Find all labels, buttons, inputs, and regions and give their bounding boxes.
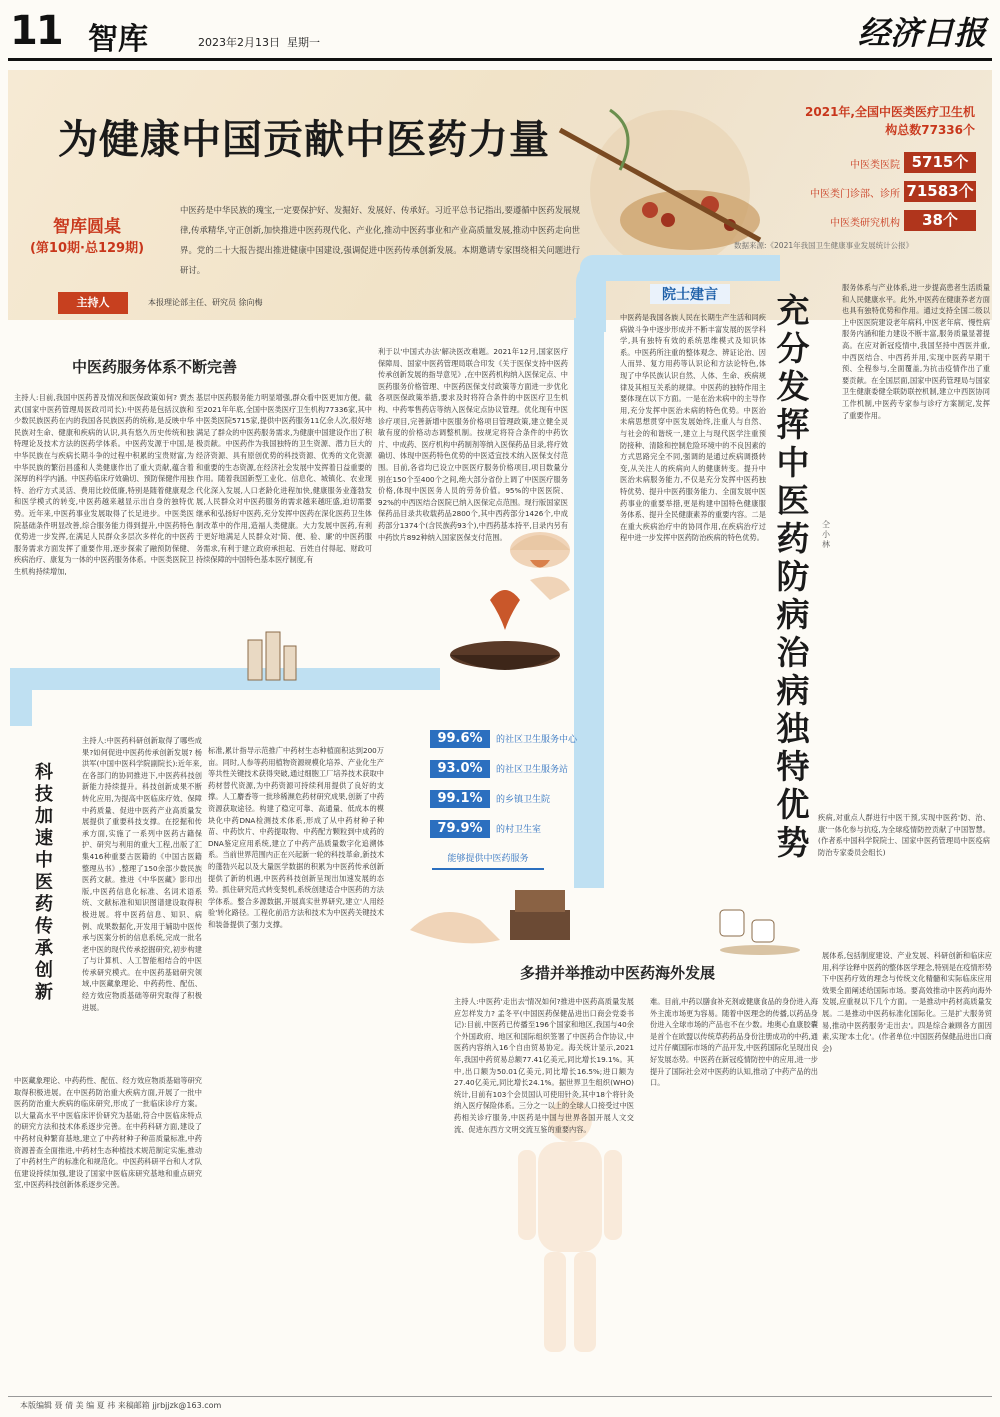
service-label: 的村卫生室 [496,825,542,835]
section1-title: 中医药服务体系不断完善 [72,358,238,376]
section2-text-a: 主持人:中医药科研创新取得了哪些成果?如何促进中医药传承创新发展? 杨洪军(中国中医科学院副院长):近年来,在各部门的协同推进下,中医药科技创新能力持续提升。科技创新成果不断转化应用,为提高中医临床疗效、保障中药质量、促进中医药产业高质量发展提供了重要科技支撑。在挖掘和传承方面,实施了一系列中医药古籍保护、研究与利用的重大工程,出版了汇集416种重要古医籍的《中国古医籍整理丛书》,整理了150余部少数民族医药文献。推进《中华医藏》影印出版,中医药信息化标准、名词术语系统、文献标准和知识图谱建设取得积极进展。将中医药信息、知识、病例、成果数据化,开发用于辅助中医传承与医案分析的信息系统,完成一批名老中医的现代传承挖掘研究,初步构建了与计算机、人工智能相结合的中医传承研究模式。在中医药基础研究领域,中医藏象理论、中药药性、配伍、经方效应物质基础等研究取得了积极进展。 [82,736,202,1012]
stat-label: 中医类研究机构 [830,218,900,229]
host-info: 本报理论部主任、研究员 徐向梅 [148,298,263,307]
masthead [0,0,1000,62]
section3-text-a: 中医药是我国各族人民在长期生产生活和同疾病做斗争中逐步形成并不断丰富发展的医学科学,具有独特有效的系统思维模式及知识体系。中医药所注重的整体观念、辨证论治、因人而异、复方用药等认识论和方法论特色,体现了中华民族认识自然、人体、生命、疾病规律及其相互关系的规律。中医药的独特作用主要体现在以下方面。一是在治未病中的主导作用,充分发挥中医治未病的特色优势。中医治未病思想贯穿中医发展始终,注重人与自然、与社会的和谐统一,建立上与现代医学注重预防接种、清除和控制危险环境中的不良因素的方式思路完全不同,强调的是通过疾病调摄转变,从关注人的疾病向人的健康转变。提升中医治未病服务能力,不仅是充分发挥中医药独特优势、提升中医药服务能力、全面发展中医药事业的重要举措,更是构建中国特色健康服务体系、提升全民健康素养的重要内容。二是在重大疾病治疗中的协同作用,在疾病治疗过程中进一步发挥中医药防治疾病的特色优势。 [620,313,766,543]
healthcare-hands-illustration [400,870,580,960]
section-name: 智库 [88,22,148,57]
section1-column-3 [378,346,568,666]
section2-column-2 [208,745,384,1393]
section3-column-1 [620,312,766,908]
section3-column-3 [818,812,990,882]
weekday-text: 星期一 [287,36,320,49]
section3-author: 仝小林 [822,520,830,549]
section1-column-2 [196,392,372,662]
column-name: 智库圆桌 [53,217,121,237]
section1-column-1 [14,392,194,667]
date-text: 2023年2月13日 [198,36,280,49]
service-label: 的社区卫生服务站 [496,765,569,775]
section3-text-b: 服务体系与产业体系,进一步提高患者生活质量和人民健康水平。此外,中医药在健康养老方面也具有独特优势和作用。通过支持全国二级以上中医医院建设老年病科,中医老年病、慢性病服务内涵和能力建设不断丰富,服务质量显著提高。在应对新冠疫情中,我国坚持中西医并重,中西医结合、中西药并用,实现中医药早期干预、全程参与,全面覆盖,为抗击疫情作出了重要贡献。在全国层面,国家中医药管理局与国家卫生健康委健全联防联控机制,建立中西医协同工作机制,中医药专家参与诊疗方案制定,发挥了重要作用。 [842,283,990,420]
section4-column-3 [822,950,992,1393]
section2-text-b: 标准,累计指导示范推广中药材生态种植面积达到200万亩。同时,人参等药用植物资源规模化培养、产业化生产等共性关键技术获得突破,通过细胞工厂培养技术获取中药材替代资源,为中药资源可持续利用提供了良好的支撑。人工麝香等一批珍稀濒危药材研究成果,创新了中药资源获取途径。构建了稳定可靠、高通量、低成本的模块化中药DNA检测技术体系,形成了从中药材种子种苗、中药饮片、中药提取物、中药配方颗粒到中成药的DNA鉴定应用系统,建立了中药产品质量数字化追溯体系。当前世界范围内正在兴起新一轮的科技革命,新技术的蓬勃兴起以及大量医学数据的积累为中医药传承创新提供了新的机遇,中医药科技创新呈现出加速发展的态势。抓住研究范式转变契机,系统创建适合中医药的方法学体系。整合多源数据,开展真实世界研究,建立'人用经验'转化路径。工程化前沿方法和技术为中医药关键技术和装备提供了强力支撑。 [208,746,384,929]
section4-text-c: 展体系,包括制度建设、产业发展、科研创新和临床应用,科学诠释中医药的整体医学理念,特别是在疫情形势下中医药疗效的理念与传统文化精髓和实际临床应用效果全面阐述给国际市场。要高效推动中医药向海外发展,应重视以下几个方面。一是推动中药材高质量发展。二是推动中医药标准化国际化。三是扩大服务贸易,推动中医药服务'走出去'。四是综合兼顾各方面因素,实现'本土化'。(作者单位:中国医药保健品进出口商会) [822,951,992,1053]
section4-column-1 [454,996,634,1393]
service-label: 的社区卫生服务中心 [496,735,578,745]
host-tag: 主持人 [58,292,128,314]
column-issue: (第10期·总129期) [29,241,145,256]
column-badge [22,212,152,264]
stat-row-research [770,210,976,232]
section3-text-c: 疾病,对重点人群进行中医干预,实现中医药'防、治、康'一体化参与抗疫,为全球疫情防控贡献了中国智慧。(作者系中国科学院院士、国家中医药管理局中医疫病防治专家委员会组长) [818,813,990,857]
section2-column-1 [82,735,202,1070]
stats-title: 2021年,全国中医类医疗卫生机构总数77336个 [805,105,975,137]
intro-paragraph: 中医药是中华民族的瑰宝,一定要保护好、发掘好、发展好、传承好。习近平总书记指出,要遵循中医药发展规律,传承精华,守正创新,加快推进中医药现代化、产业化,推动中医药事业和产业高质量发展,推动中医药走向世界。党的二十大报告提出推进健康中国建设,强调促进中医药传承创新发展。本期邀请专家围绕相关问题进行研讨。 [180,205,580,275]
section1-text-c: 利于以'中国式办法'解决医改难题。2021年12月,国家医疗保障局、国家中医药管理局联合印发《关于医保支持中医药传承创新发展的指导意见》,在中医药机构纳入医保定点、中医药服务价格管理、中医药医保支付政策等方面进一步优化各项医保政策举措,要求及时将符合条件的中医医疗卫生机构、中药零售药店等纳入医保定点协议管理。优化现有中医诊疗项目,完善新增中医服务价格项目管理政策,建立健全灵敏有度的价格动态调整机制。按规定将符合条件的中药饮片、中成药、医疗机构中药制剂等纳入医保药品目录,将疗效确切、体现中医药特色优势的中医适宜技术纳入医保支付范围。目前,各省均已设立中医医疗服务价格项目,项目数量分别在150个至400个之间,绝大部分省份上调了中医医疗服务价格,体现中医医务人员的劳务价值。95%的中医医院、92%的中西医结合医院已纳入医保定点范围。现行版国家医保药品目录共收载药品2800个,其中西药部分1426个,中成药部分1374个(含民族药93个),中西药基本持平,目录内另有中药饮片892种纳入国家医保支付范围。 [378,347,568,542]
service-pill: 99.1% [430,790,490,808]
tube-left-down [10,668,32,726]
section2-column-1b [14,1075,202,1393]
service-pill: 99.6% [430,730,490,748]
tube-left [10,668,440,690]
section3-title: 充分发挥中医药防病治病独特优势 [776,291,810,862]
stat-row-clinics [770,181,976,203]
main-headline: 为健康中国贡献中医药力量 [58,116,550,163]
section4-text-b: 难。目前,中药以膳食补充剂或健康食品的身份进入海外主流市场更为容易。随着中医理念的传播,以药品身份进入全球市场的产品也不在少数。地奥心血康胶囊是首个在欧盟以传统草药药品身份注册成功的中药,通过片仔癀国际市场的产品开发,中医药国际化呈现出良好发展态势。中医药在新冠疫情防控中的应用,进一步提升了国际社会对中医药的认知,推动了中药产品的出口。 [650,997,818,1088]
stat-row-hospitals [770,152,976,174]
section2-title: 科技加速中医药传承创新 [35,762,53,1003]
section1-text-b: 基层中医药服务能力明显增强,群众看中医更加方便。截至2021年年底,全国中医类医疗卫生机构77336家,其中中医类医院5715家,提供中医药服务11亿余人次,很好地满足了群众的中医药服务需求,为健康中国建设作出了积极贡献。中医药作为我国独特的卫生资源、潜力巨大的经济资源、具有原创优势的科技资源、优秀的文化资源和重要的生态资源,在经济社会发展中发挥着日益重要的作用。随着我国新型工业化、信息化、城镇化、农业现代化深入发展,人口老龄化进程加快,健康服务业蓬勃发展,人民群众对中医药服务的需求越来越旺盛,迫切需要继承和弘扬好中医药,充分发挥中医药在深化医药卫生体制改革中的作用,造福人类健康。大力发展中医药,有利于更好地满足人民群众对'简、便、验、廉'的中医药服务需求,有利于建立政府承担起、百姓自付得起、财政可持续保障的中国特色基本医疗制度,有 [196,393,372,565]
footer-divider [8,1396,992,1397]
tube-top [580,255,780,281]
stat-value: 38个 [904,210,976,231]
section4-title: 多措并举推动中医药海外发展 [520,964,716,982]
stat-label: 中医类医院 [850,160,900,171]
page-number: 11 [10,8,62,54]
stat-label: 中医类门诊部、诊所 [810,189,900,200]
stats-source: 数据来源:《2021年我国卫生健康事业发展统计公报》 [734,241,914,250]
service-label: 的乡镇卫生院 [496,795,551,805]
section4-column-2 [650,996,818,1393]
publication-date [198,34,320,50]
section1-text-a: 主持人:目前,我国中医药普及情况和医保政策如何? 贾杰武(国家中医药管理局医政司司长):中医药是包括汉族和少数民族医药在内的我国各民族医药的统称,是反映中华民族对生命、健康和疾病的认识,具有悠久历史传统和独特理论及技术方法的医药学体系。中医药发源于中国,是中华民族在与疾病长期斗争的过程中积累的宝贵财富,为中华民族的繁衍昌盛和人类健康作出了重大贡献,蕴含着深厚的科学内涵。中医药临床疗效确切、预防保健作用独特、治疗方式灵活、费用比较低廉,特别是随着健康观念和医学模式的转变,中医药越来越显示出自身的独特优势。近年来,中医药事业发展取得了长足进步。中医类医院基础条件明显改善,综合服务能力得到提升,中医药特色优势进一步发挥,在满足人民群众多层次多样化的中医药服务需求方面发挥了重要作用,逐步探索了融预防保健、疾病治疗、康复为一体的中医药服务体系。中医类医院卫生机构持续增加, [14,393,194,576]
masthead-divider [8,58,992,61]
service-caption: 能够提供中医药服务 [432,851,544,870]
newspaper-logo: 经济日报 [857,14,986,52]
section2-text-c: 中医藏象理论、中药药性、配伍、经方效应物质基础等研究取得积极进展。在中医药防治重大疾病方面,开展了一批中医药防治重大疾病的临床研究,形成了一批临床诊疗方案。以大量高水平中医临床评价研究为基础,符合中医临床特点的研究方法和技术体系逐步完善。在中药科研方面,建设了中药材良种繁育基地,建立了中药材种子种苗质量标准,中药资源普查全面推进,中药材生态种植技术规范制定实施,推动了中药材生产的标准化和规范化。中医药科研平台和人才队伍建设持续加强,建设了国家中医临床研究基地和重点研究室,中医药科技创新体系逐步完善。 [14,1076,202,1190]
service-pill: 93.0% [430,760,490,778]
academician-tag: 院士建言 [650,284,730,304]
stat-value: 71583个 [904,181,976,202]
section3-column-2 [842,282,990,812]
service-pill: 79.9% [430,820,490,838]
section4-text-a: 主持人:中医药'走出去'情况如何?推进中医药高质量发展应怎样发力? 孟冬平(中国医药保健品进出口商会党委书记):目前,中医药已传播至196个国家和地区,我国与40余个外国政府、地区和国际组织签署了中医药合作协议,中医药内容纳入16个自由贸易协定。海关统计显示,2021年,我国中药贸易总额77.41亿美元,同比增长19.1%。其中,出口额为50.01亿美元,同比增长16.5%;进口额为27.40亿美元,同比增长24.1%。据世界卫生组织(WHO)统计,目前有103个会员国认可使用针灸,其中18个将针灸纳入医疗保险体系。三分之一以上的全球人口接受过中医药相关诊疗服务,中医药是中国与世界各国开展人文交流、促进东西方文明交流互鉴的重要内容。 [454,997,634,1134]
stat-value: 5715个 [904,152,976,173]
footer-credits: 本版编辑 聂 倩 美 编 夏 祎 来稿邮箱 jjrbjjzk@163.com [20,1401,222,1410]
